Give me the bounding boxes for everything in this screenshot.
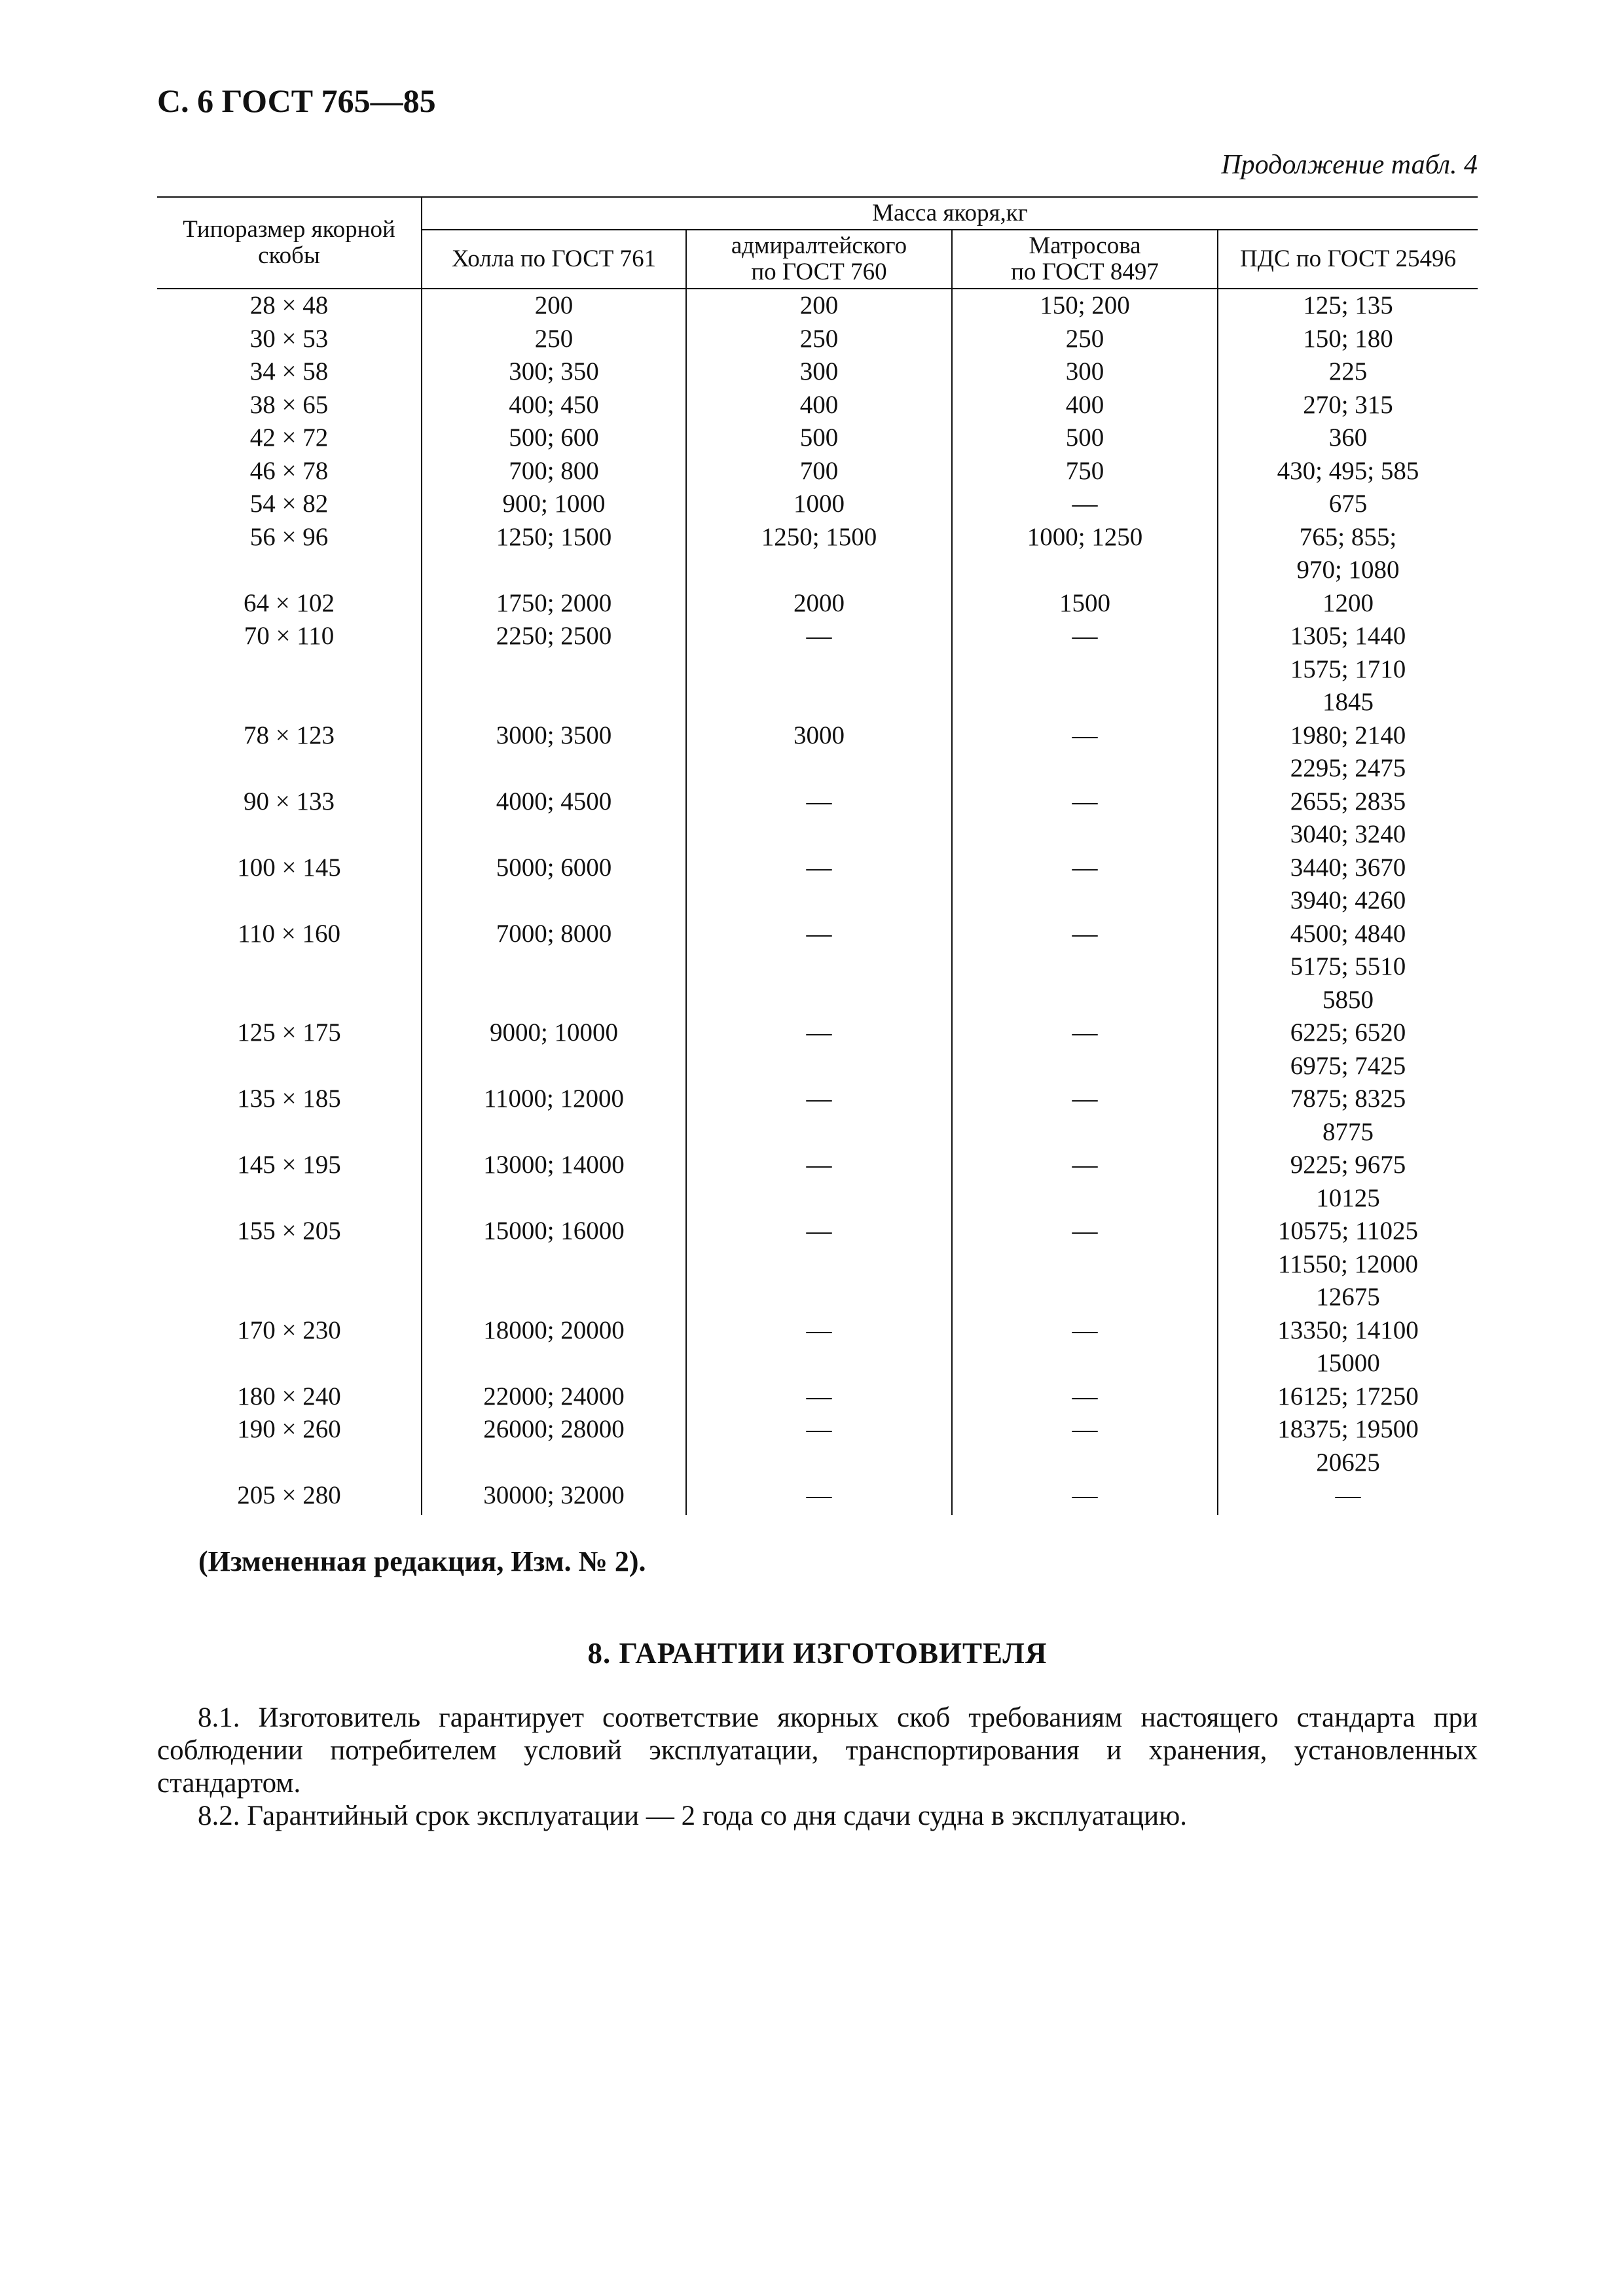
cell-admiral: — <box>686 1413 952 1479</box>
cell-pds: 125; 135 <box>1218 289 1478 323</box>
cell-holl: 9000; 10000 <box>422 1016 686 1083</box>
header-pds: ПДС по ГОСТ 25496 <box>1218 230 1478 289</box>
table-row <box>157 422 1478 455</box>
cell-size: 28 × 48 <box>249 291 329 319</box>
cell-size: 110 × 160 <box>237 919 341 948</box>
cell-size: 125 × 175 <box>237 1018 341 1047</box>
cell-holl: 15000; 16000 <box>422 1215 686 1314</box>
cell-pds: 430; 495; 585 <box>1218 455 1478 488</box>
paragraph-8-1: 8.1. Изготовитель гарантирует соответствие якорных скоб требованиям настоящего стандарта при соблюдении потребителем условий эксплуатации, транспортирования и хранения, установленных стандартом. <box>157 1702 1478 1799</box>
anchor-mass-table <box>157 196 1478 1515</box>
cell-size: 38 × 65 <box>249 390 329 419</box>
cell-size: 56 × 96 <box>249 522 329 551</box>
cell-pds: 18375; 19500 20625 <box>1218 1413 1478 1479</box>
cell-size: 145 × 195 <box>237 1151 341 1179</box>
table-row <box>157 1479 1478 1515</box>
cell-pds: 13350; 14100 15000 <box>1218 1314 1478 1380</box>
cell-pds: 1200 <box>1218 587 1478 620</box>
cell-matrosov: — <box>952 1215 1218 1314</box>
cell-matrosov: — <box>952 852 1218 918</box>
cell-holl: 500; 600 <box>422 422 686 455</box>
cell-admiral: 250 <box>686 323 952 356</box>
cell-pds: 16125; 17250 <box>1218 1380 1478 1414</box>
cell-size: 46 × 78 <box>249 456 329 485</box>
table-row <box>157 1083 1478 1149</box>
header-holl: Холла по ГОСТ 761 <box>422 230 686 289</box>
cell-pds: 6225; 6520 6975; 7425 <box>1218 1016 1478 1083</box>
table-row <box>157 719 1478 785</box>
cell-matrosov: — <box>952 1479 1218 1515</box>
cell-admiral: 700 <box>686 455 952 488</box>
cell-admiral: — <box>686 1380 952 1414</box>
cell-admiral: 3000 <box>686 719 952 785</box>
cell-matrosov: — <box>952 1016 1218 1083</box>
cell-holl: 26000; 28000 <box>422 1413 686 1479</box>
table-row <box>157 355 1478 389</box>
cell-admiral: — <box>686 1083 952 1149</box>
cell-size: 135 × 185 <box>237 1085 341 1113</box>
table-row <box>157 1215 1478 1314</box>
cell-holl: 250 <box>422 323 686 356</box>
cell-holl: 1750; 2000 <box>422 587 686 620</box>
table-row <box>157 1413 1478 1479</box>
table-row <box>157 488 1478 521</box>
cell-holl: 400; 450 <box>422 389 686 422</box>
cell-matrosov: 500 <box>952 422 1218 455</box>
cell-holl: 13000; 14000 <box>422 1149 686 1215</box>
cell-size: 190 × 260 <box>237 1415 341 1443</box>
cell-holl: 700; 800 <box>422 455 686 488</box>
cell-pds: 150; 180 <box>1218 323 1478 356</box>
cell-size: 78 × 123 <box>244 721 335 749</box>
cell-pds: 360 <box>1218 422 1478 455</box>
page-header: С. 6 ГОСТ 765—85 <box>157 82 436 119</box>
cell-admiral: 300 <box>686 355 952 389</box>
header-mass-group: Масса якоря,кг <box>422 197 1478 230</box>
table-row <box>157 389 1478 422</box>
table-row <box>157 587 1478 620</box>
cell-matrosov: — <box>952 488 1218 521</box>
table-row <box>157 1380 1478 1414</box>
cell-pds: 270; 315 <box>1218 389 1478 422</box>
header-size: Типоразмер якорной скобы <box>157 197 422 289</box>
cell-matrosov: 250 <box>952 323 1218 356</box>
cell-pds: 2655; 2835 3040; 3240 <box>1218 785 1478 852</box>
cell-matrosov: — <box>952 1149 1218 1215</box>
cell-matrosov: 400 <box>952 389 1218 422</box>
cell-pds: 7875; 8325 8775 <box>1218 1083 1478 1149</box>
cell-size: 205 × 280 <box>237 1481 341 1509</box>
cell-holl: 18000; 20000 <box>422 1314 686 1380</box>
table-row <box>157 1016 1478 1083</box>
cell-matrosov: — <box>952 620 1218 719</box>
table-row <box>157 323 1478 356</box>
cell-pds: 675 <box>1218 488 1478 521</box>
cell-admiral: — <box>686 620 952 719</box>
cell-holl: 11000; 12000 <box>422 1083 686 1149</box>
cell-holl: 2250; 2500 <box>422 620 686 719</box>
cell-size: 90 × 133 <box>244 787 335 816</box>
cell-admiral: — <box>686 1016 952 1083</box>
paragraph-8-2: 8.2. Гарантийный срок эксплуатации — 2 года со дня сдачи судна в эксплуатацию. <box>198 1801 1187 1831</box>
amendment-note: (Измененная редакция, Изм. № 2). <box>198 1545 646 1577</box>
cell-matrosov: 1000; 1250 <box>952 521 1218 587</box>
cell-size: 64 × 102 <box>244 588 335 617</box>
header-admiral: адмиралтейского по ГОСТ 760 <box>686 230 952 289</box>
cell-pds: 4500; 4840 5175; 5510 5850 <box>1218 918 1478 1017</box>
cell-holl: 1250; 1500 <box>422 521 686 587</box>
cell-size: 155 × 205 <box>237 1217 341 1245</box>
cell-admiral: — <box>686 785 952 852</box>
cell-matrosov: 300 <box>952 355 1218 389</box>
cell-admiral: — <box>686 1314 952 1380</box>
table-row <box>157 620 1478 719</box>
cell-pds: 1305; 1440 1575; 1710 1845 <box>1218 620 1478 719</box>
table-continuation-caption: Продолжение табл. 4 <box>1221 150 1478 180</box>
cell-matrosov: — <box>952 918 1218 1017</box>
cell-matrosov: 1500 <box>952 587 1218 620</box>
cell-holl: 200 <box>422 289 686 323</box>
table-row <box>157 918 1478 1017</box>
cell-matrosov: — <box>952 1083 1218 1149</box>
cell-admiral: 2000 <box>686 587 952 620</box>
cell-admiral: 400 <box>686 389 952 422</box>
cell-size: 180 × 240 <box>237 1382 341 1410</box>
table-row <box>157 785 1478 852</box>
cell-holl: 4000; 4500 <box>422 785 686 852</box>
cell-size: 34 × 58 <box>249 357 329 386</box>
table-row <box>157 1149 1478 1215</box>
cell-matrosov: — <box>952 1413 1218 1479</box>
cell-holl: 3000; 3500 <box>422 719 686 785</box>
cell-pds: 10575; 11025 11550; 12000 12675 <box>1218 1215 1478 1314</box>
cell-matrosov: 750 <box>952 455 1218 488</box>
cell-pds: 3440; 3670 3940; 4260 <box>1218 852 1478 918</box>
table-row <box>157 521 1478 587</box>
cell-holl: 22000; 24000 <box>422 1380 686 1414</box>
cell-admiral: 1250; 1500 <box>686 521 952 587</box>
cell-admiral: — <box>686 1215 952 1314</box>
cell-matrosov: — <box>952 785 1218 852</box>
cell-size: 30 × 53 <box>249 324 329 353</box>
cell-size: 100 × 145 <box>237 853 341 882</box>
cell-pds: 1980; 2140 2295; 2475 <box>1218 719 1478 785</box>
table-row <box>157 1314 1478 1380</box>
cell-size: 70 × 110 <box>244 622 335 650</box>
cell-admiral: — <box>686 1149 952 1215</box>
cell-pds: — <box>1218 1479 1478 1515</box>
cell-size: 42 × 72 <box>249 423 329 452</box>
cell-admiral: 1000 <box>686 488 952 521</box>
cell-size: 54 × 82 <box>249 490 329 518</box>
cell-holl: 30000; 32000 <box>422 1479 686 1515</box>
cell-holl: 900; 1000 <box>422 488 686 521</box>
header-matrosov: Матросова по ГОСТ 8497 <box>952 230 1218 289</box>
table-row <box>157 455 1478 488</box>
cell-holl: 7000; 8000 <box>422 918 686 1017</box>
cell-admiral: — <box>686 918 952 1017</box>
cell-admiral: — <box>686 1479 952 1515</box>
cell-admiral: 200 <box>686 289 952 323</box>
cell-holl: 300; 350 <box>422 355 686 389</box>
cell-admiral: 500 <box>686 422 952 455</box>
cell-matrosov: 150; 200 <box>952 289 1218 323</box>
cell-matrosov: — <box>952 1314 1218 1380</box>
cell-pds: 765; 855; 970; 1080 <box>1218 521 1478 587</box>
table-row <box>157 852 1478 918</box>
table-row <box>157 289 1478 323</box>
cell-matrosov: — <box>952 1380 1218 1414</box>
cell-holl: 5000; 6000 <box>422 852 686 918</box>
cell-matrosov: — <box>952 719 1218 785</box>
cell-pds: 9225; 9675 10125 <box>1218 1149 1478 1215</box>
cell-size: 170 × 230 <box>237 1316 341 1344</box>
section-title: 8. ГАРАНТИИ ИЗГОТОВИТЕЛЯ <box>587 1637 1048 1670</box>
cell-pds: 225 <box>1218 355 1478 389</box>
cell-admiral: — <box>686 852 952 918</box>
